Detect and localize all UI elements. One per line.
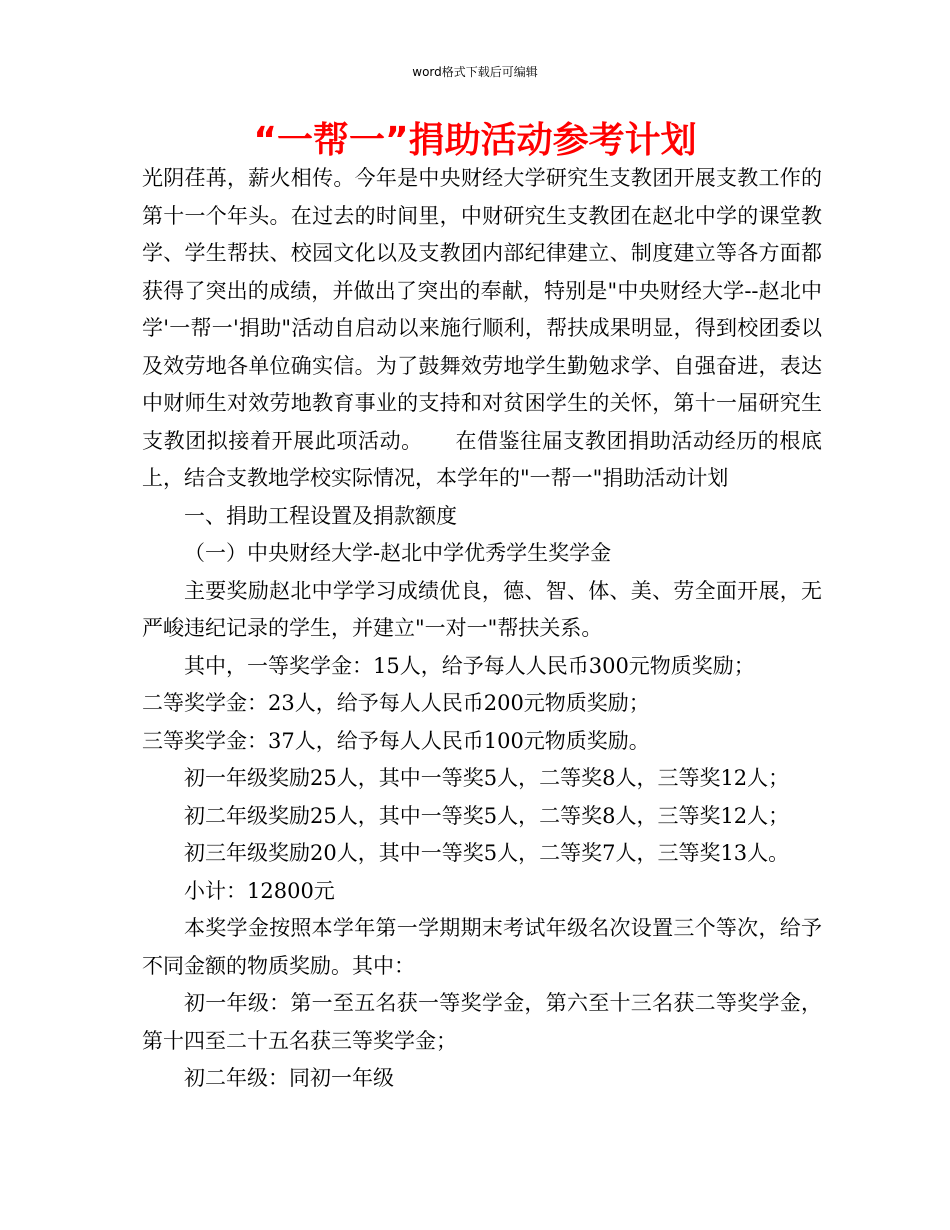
paragraph: 初二年级奖励25人，其中一等奖5人，二等奖8人，三等奖12人； — [184, 803, 790, 828]
paragraph: 初一年级奖励25人，其中一等奖5人，二等奖8人，三等奖12人； — [184, 766, 790, 790]
subsection-heading: （一）中央财经大学-赵北中学优秀学生奖学金 — [184, 541, 612, 565]
paragraph: 初二年级：同初一年级 — [184, 1066, 394, 1090]
paragraph: 三等奖学金：37人，给予每人人民币100元物质奖励。 — [142, 728, 650, 753]
subtotal-line: 小计：12800元 — [184, 878, 335, 903]
paragraph: 初一年级：第一至五名获一等奖学金，第六至十三名获二等奖学金，第十四至二十五名获三等奖学金； — [142, 991, 822, 1053]
paragraph: 其中，一等奖学金：15人，给予每人人民币300元物质奖励； — [184, 653, 755, 678]
document-body — [142, 160, 822, 1098]
header-note: word格式下载后可编辑 — [412, 65, 538, 79]
intro-paragraph: 光阴荏苒，薪火相传。今年是中央财经大学研究生支教团开展支教工作的第十一个年头。在过去的时间里，中财研究生支教团在赵北中学的课堂教学、学生帮扶、校园文化以及支教团内部纪律建立、制度建立等各方面都获得了突出的成绩，并做出了突出的奉献，特别是"中央财经大学--赵北中学'一帮一'捐助"活动自启动以来施行顺利，帮扶成果明显，得到校团委以及效劳地各单位确实信。为了鼓舞效劳地学生勤勉求学、自强奋进，表达中财师生对效劳地教育事业的支持和对贫困学生的关怀，第十一届研究生支教团拟接着开展此项活动。 在借鉴往届支教团捐助活动经历的根底上，结合支教地学校实际情况，本学年的"一帮一"捐助活动计划 — [142, 166, 822, 490]
document-title: “一帮一”捐助活动参考计划 — [253, 120, 697, 161]
paragraph: 初三年级奖励20人，其中一等奖5人，二等奖7人，三等奖13人。 — [184, 841, 790, 865]
paragraph: 本奖学金按照本学年第一学期期末考试年级名次设置三个等次，给予不同金额的物质奖励。其中： — [142, 916, 822, 978]
paragraph: 主要奖励赵北中学学习成绩优良，德、智、体、美、劳全面开展，无严峻违纪记录的学生，并建立"一对一"帮扶关系。 — [142, 578, 822, 640]
section-heading: 一、捐助工程设置及捐款额度 — [184, 503, 457, 528]
paragraph: 二等奖学金：23人，给予每人人民币200元物质奖励； — [142, 691, 650, 715]
